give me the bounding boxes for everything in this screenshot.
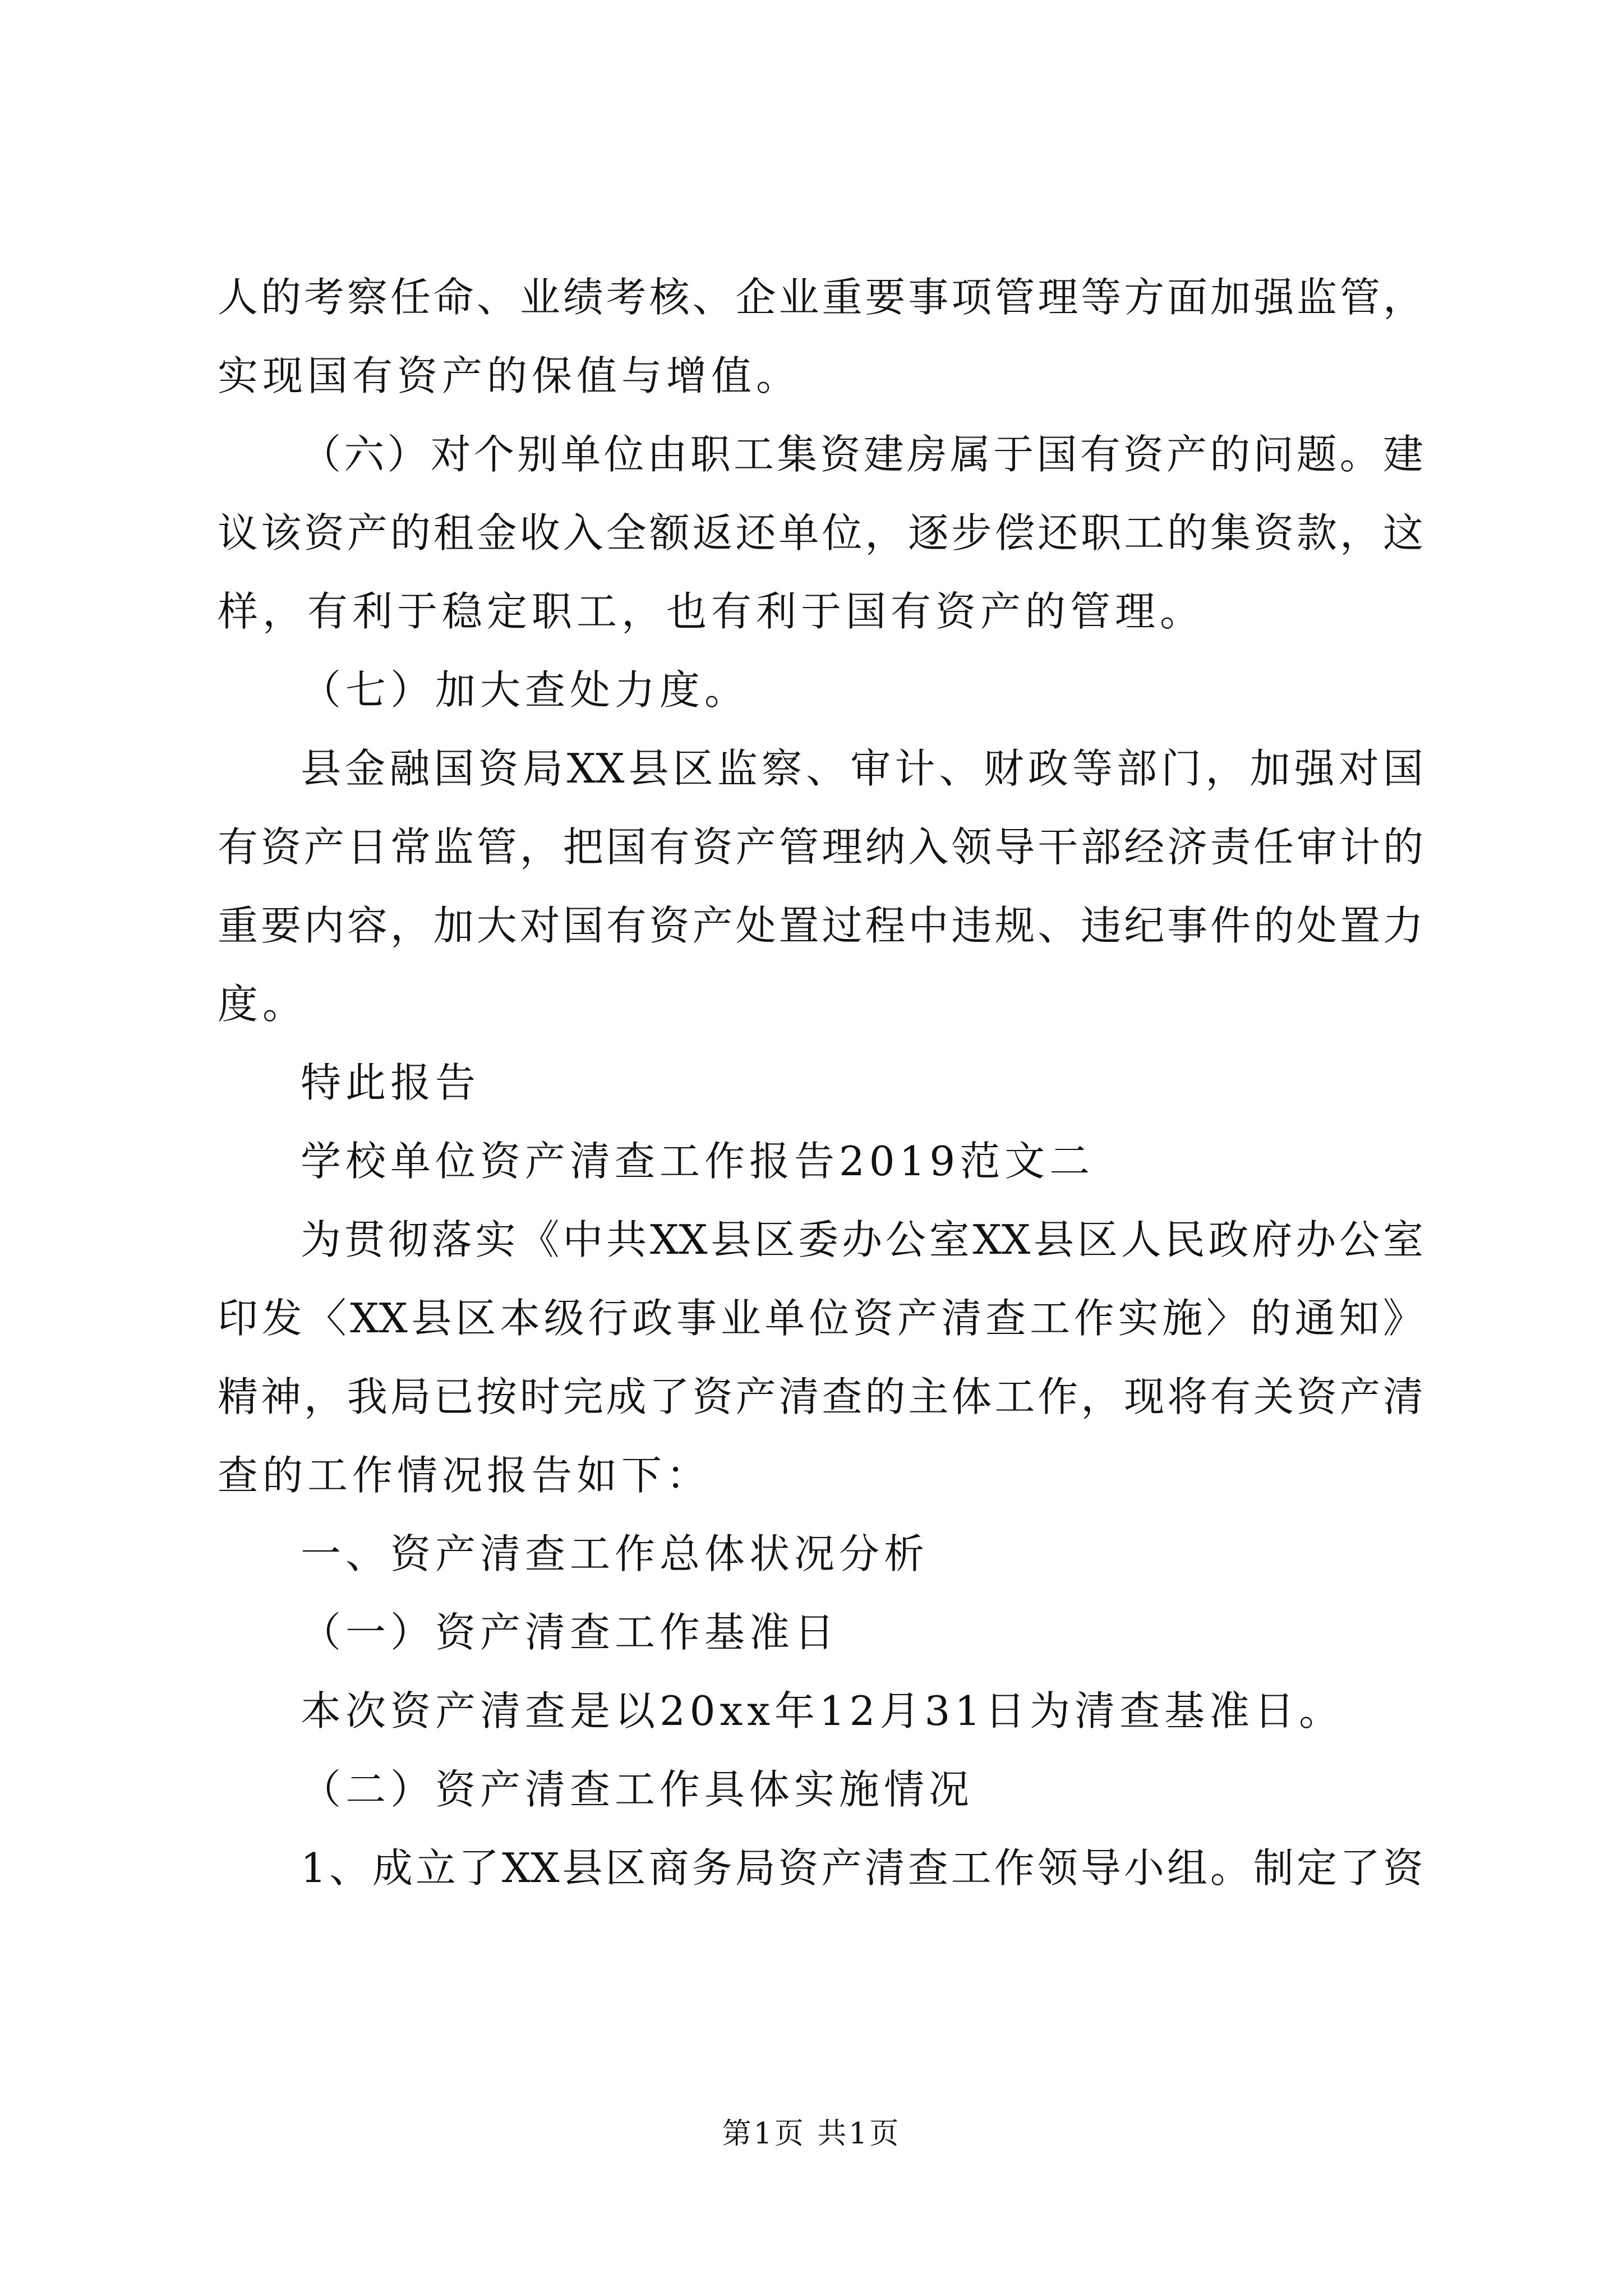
- closing-line: 特此报告: [301, 1059, 481, 1106]
- page-footer: 第1页 共1页: [722, 2117, 901, 2151]
- subsection-heading: （二）资产清查工作具体实施情况: [301, 1766, 974, 1813]
- paragraph-line: 查的工作情况报告如下：: [218, 1452, 712, 1499]
- paragraph-line: 有资产日常监管，把国有资产管理纳入领导干部经济责任审计的: [218, 823, 1423, 871]
- paragraph-line: 1、成立了XX县区商务局资产清查工作领导小组。制定了资: [301, 1844, 1423, 1892]
- paragraph-line: 为贯彻落实《中共XX县区委办公室XX县区人民政府办公室: [301, 1216, 1423, 1263]
- paragraph-line: 本次资产清查是以20xx年12月31日为清查基准日。: [301, 1687, 1344, 1734]
- paragraph-line: 重要内容，加大对国有资产处置过程中违规、违纪事件的处置力: [218, 902, 1423, 949]
- paragraph-line: 县金融国资局XX县区监察、审计、财政等部门，加强对国: [301, 745, 1423, 792]
- paragraph-line: 议该资产的租金收入全额返还单位，逐步偿还职工的集资款，这: [218, 509, 1423, 556]
- paragraph-line: （六）对个别单位由职工集资建房属于国有资产的问题。建: [301, 431, 1423, 478]
- document-body: [218, 258, 1423, 1907]
- paragraph-line: 样，有利于稳定职工，也有利于国有资产的管理。: [218, 588, 1205, 635]
- section-heading: （七）加大查处力度。: [301, 666, 750, 714]
- paragraph-line: 印发〈XX县区本级行政事业单位资产清查工作实施〉的通知》: [218, 1295, 1423, 1342]
- paragraph-line: 度。: [218, 981, 308, 1028]
- paragraph-line: 精神，我局已按时完成了资产清查的主体工作，现将有关资产清: [218, 1373, 1423, 1420]
- section-heading: 一、资产清查工作总体状况分析: [301, 1530, 929, 1577]
- report-title: 学校单位资产清查工作报告2019范文二: [301, 1138, 1095, 1185]
- paragraph-line: 实现国有资产的保值与增值。: [218, 352, 801, 399]
- subsection-heading: （一）资产清查工作基准日: [301, 1609, 840, 1656]
- paragraph-line: 人的考察任命、业绩考核、企业重要事项管理等方面加强监管，: [218, 274, 1423, 321]
